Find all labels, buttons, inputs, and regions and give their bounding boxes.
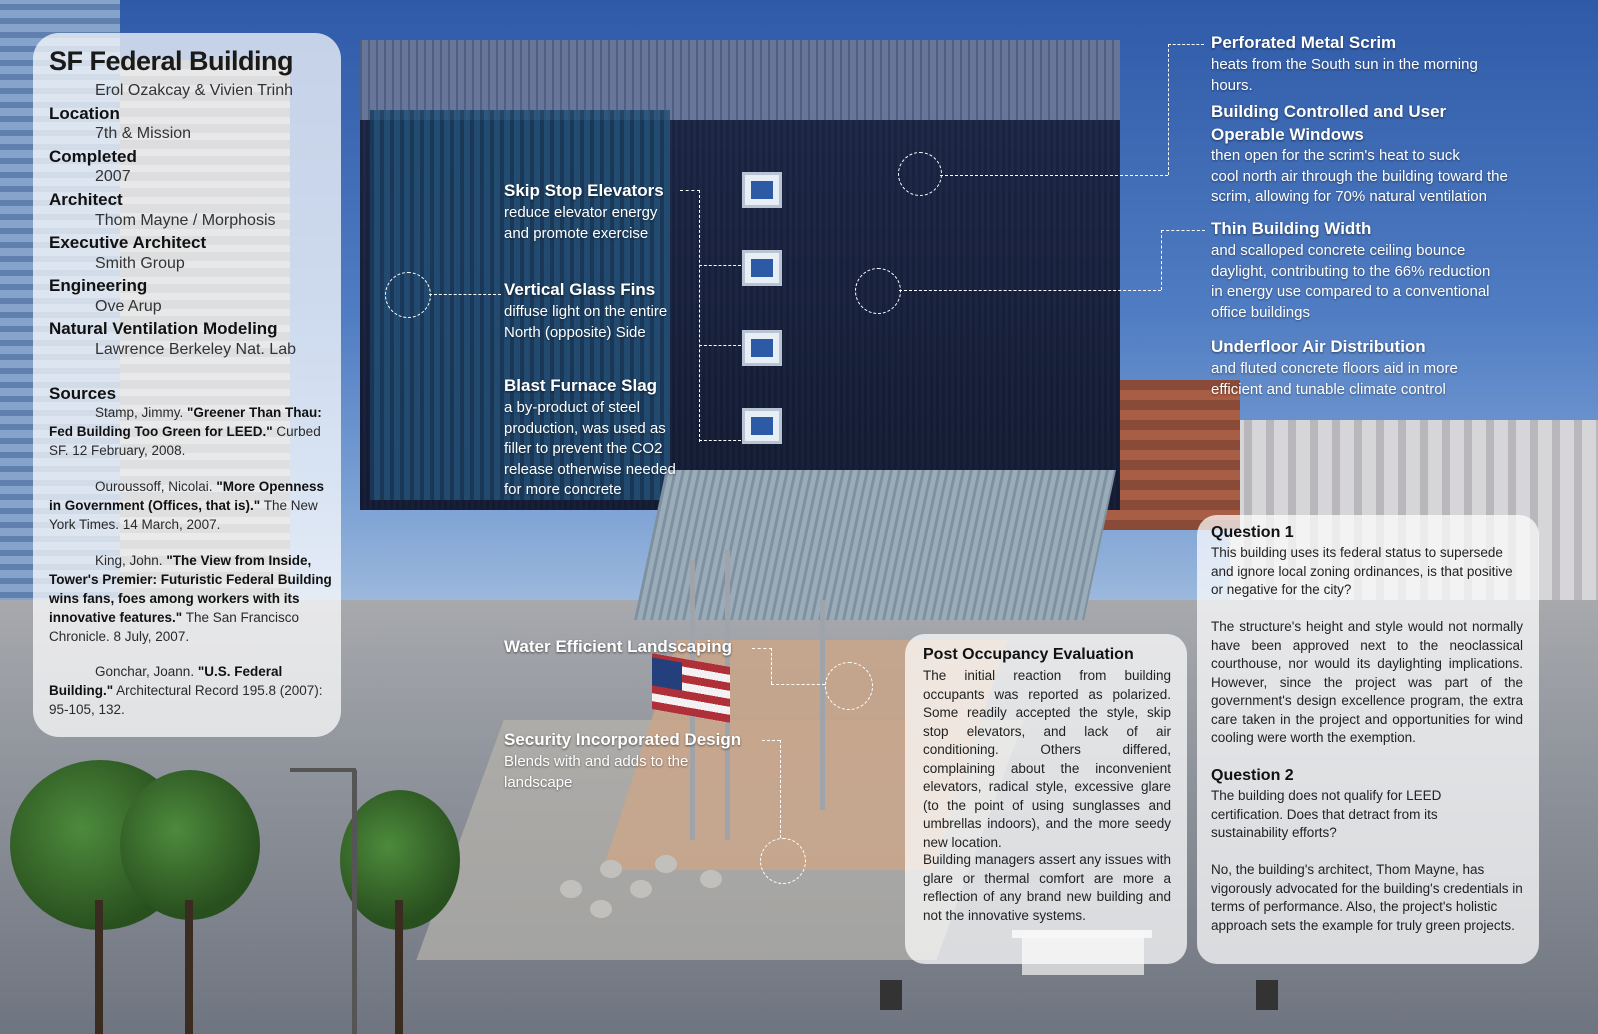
- leader-line: [429, 294, 501, 295]
- fact-value-architect: Thom Mayne / Morphosis: [95, 212, 276, 229]
- callout-line: and promote exercise: [504, 224, 649, 242]
- tree: [120, 770, 260, 920]
- callout-line: a by-product of steel: [504, 399, 640, 416]
- callout-line: North (opposite) Side: [504, 323, 646, 341]
- leader-line: [752, 648, 772, 649]
- callout-line: Blends with and adds to the: [504, 753, 689, 770]
- flag-canton: [652, 657, 682, 690]
- callout-body-security: [504, 752, 688, 793]
- callout-circle: [825, 662, 873, 710]
- source-item: [49, 662, 335, 719]
- callout-body-glass-fins: [504, 302, 667, 343]
- leader-line: [1161, 230, 1205, 231]
- callout-body-width: [1211, 241, 1490, 323]
- bollard: [590, 900, 612, 918]
- callout-title-slag: Blast Furnace Slag: [504, 376, 658, 395]
- callout-line: hours.: [1211, 76, 1253, 94]
- leader-line: [780, 740, 781, 838]
- fact-label-executive-architect: Executive Architect: [49, 233, 207, 252]
- callout-line: office buildings: [1211, 303, 1310, 321]
- source-author: Gonchar, Joann.: [95, 664, 195, 679]
- callout-body-elevators: [504, 203, 657, 244]
- fact-label-architect: Architect: [49, 190, 123, 209]
- callout-line: then open for the scrim's heat to suck: [1211, 147, 1460, 164]
- leader-line: [762, 740, 780, 741]
- source-publication: Curbed SF. 12 February, 2008.: [49, 424, 321, 458]
- source-title: "U.S. Federal Building.": [49, 664, 283, 698]
- source-item: [49, 551, 335, 646]
- bollard: [600, 860, 622, 878]
- leader-line: [771, 648, 772, 684]
- callout-line: diffuse light on the entire: [504, 303, 668, 320]
- leader-line: [699, 440, 741, 441]
- callout-body-underfloor: [1211, 359, 1458, 400]
- source-title: "More Openness in Government (Offices, that is).": [49, 479, 325, 513]
- fact-value-ventilation-modeling: Lawrence Berkeley Nat. Lab: [95, 341, 296, 358]
- poe-title: Post Occupancy Evaluation: [923, 646, 1134, 663]
- question-1-text: This building uses its federal status to supersede and ignore local zoning ordinances, is that positive or negative for the city?: [1211, 545, 1513, 597]
- source-title: "The View from Inside, Tower's Premier: Futuristic Federal Building wins fans, foes among workers with its innovative features.": [49, 553, 332, 625]
- source-item: [49, 477, 335, 534]
- leader-line: [899, 290, 1161, 291]
- leader-line: [1168, 44, 1169, 175]
- fact-label-location: Location: [49, 104, 120, 123]
- callout-line: release otherwise needed: [504, 460, 676, 478]
- callout-title-line: Operable Windows: [1211, 125, 1364, 144]
- callout-line: landscape: [504, 773, 573, 791]
- callout-line: in energy use compared to a conventional: [1211, 283, 1490, 300]
- leader-line: [680, 190, 700, 191]
- fact-label-ventilation-modeling: Natural Ventilation Modeling: [49, 319, 278, 338]
- callout-title-glass-fins: Vertical Glass Fins: [504, 280, 656, 299]
- tree-trunk: [185, 900, 193, 1034]
- bollard: [560, 880, 582, 898]
- callout-title-windows: [1211, 100, 1446, 146]
- street-lamp-arm: [290, 768, 356, 772]
- callout-line: reduce elevator energy: [504, 204, 658, 221]
- callout-line: production, was used as: [504, 419, 666, 437]
- callout-circle: [385, 272, 431, 318]
- leader-line: [940, 175, 1168, 176]
- callout-body-windows: [1211, 146, 1508, 208]
- trash-bin: [880, 980, 902, 1010]
- window-icon: [742, 330, 782, 366]
- callout-line: efficient and tunable climate control: [1211, 380, 1446, 398]
- callout-title-security: Security Incorporated Design: [504, 730, 742, 749]
- fact-value-completed: 2007: [95, 168, 131, 185]
- source-title: "Greener Than Thau: Fed Building Too Green for LEED.": [49, 405, 322, 439]
- sources-heading: Sources: [49, 384, 117, 403]
- question-2-title: Question 2: [1211, 767, 1294, 784]
- callout-line: and scalloped concrete ceiling bounce: [1211, 242, 1466, 259]
- fact-value-engineering: Ove Arup: [95, 298, 162, 315]
- tree-trunk: [395, 900, 403, 1034]
- fact-value-executive-architect: Smith Group: [95, 255, 185, 272]
- source-item: [49, 403, 335, 460]
- callout-title-landscaping: Water Efficient Landscaping: [504, 637, 732, 656]
- question-2-text: The building does not qualify for LEED certification. Does that detract from its sustainability efforts?: [1211, 788, 1442, 840]
- fact-label-engineering: Engineering: [49, 276, 148, 295]
- callout-circle: [760, 838, 806, 884]
- tree-trunk: [95, 900, 103, 1034]
- callout-line: cool north air through the building toward the: [1211, 167, 1508, 185]
- source-author: King, John.: [95, 553, 163, 568]
- window-icon: [742, 408, 782, 444]
- callout-title-width: Thin Building Width: [1211, 219, 1372, 238]
- bollard: [700, 870, 722, 888]
- callout-line: for more concrete: [504, 481, 622, 498]
- fact-value-location: 7th & Mission: [95, 125, 192, 142]
- leader-line: [699, 265, 741, 266]
- callout-title-elevators: Skip Stop Elevators: [504, 181, 664, 200]
- callout-line: and fluted concrete floors aid in more: [1211, 360, 1458, 377]
- street-lamp: [352, 770, 357, 1034]
- callout-line: filler to prevent the CO2: [504, 440, 663, 457]
- brick-building: [1100, 380, 1240, 530]
- callout-title-line: Building Controlled and User: [1211, 102, 1447, 121]
- bollard: [630, 880, 652, 898]
- callout-line: heats from the South sun in the morning: [1211, 56, 1478, 73]
- callout-title-underfloor: Underfloor Air Distribution: [1211, 337, 1426, 356]
- light-pole: [820, 600, 825, 810]
- callout-line: daylight, contributing to the 66% reduction: [1211, 262, 1491, 280]
- callout-circle: [898, 152, 942, 196]
- poe-paragraph-1: The initial reaction from building occupants was reported as polarized. Some readily accepted the style, skip stop elevators, and lack of air conditioning. Others differed, complaining about the inconvenient elevators, radical style, excessive glare (to the point of using sunglasses and umbrellas indoors), and the more seedy new location.: [923, 668, 1171, 850]
- leader-line: [699, 190, 700, 442]
- building-canopy: [634, 470, 1116, 620]
- source-publication: The New York Times. 14 March, 2007.: [49, 498, 318, 532]
- leader-line: [1161, 230, 1162, 290]
- source-publication: Architectural Record 195.8 (2007): 95-105, 132.: [49, 683, 323, 717]
- authors: Erol Ozakcay & Vivien Trinh: [95, 82, 294, 99]
- trash-bin: [1256, 980, 1278, 1010]
- callout-title-scrim: Perforated Metal Scrim: [1211, 33, 1397, 52]
- source-author: Ouroussoff, Nicolai.: [95, 479, 213, 494]
- window-icon: [742, 250, 782, 286]
- question-1-answer: The structure's height and style would not normally have been approved next to the neoclassical courthouse, nor would its daylighting implications. However, since the project was part of the government's design excellence program, the extra care taken in the project and opportunities for wind cooling were worth the exemption.: [1211, 619, 1523, 745]
- leader-line: [1168, 44, 1204, 45]
- source-publication: The San Francisco Chronicle. 8 July, 2007.: [49, 610, 300, 644]
- leader-line: [699, 345, 741, 346]
- leader-line: [771, 684, 825, 685]
- bollard: [655, 855, 677, 873]
- poe-paragraph-2: Building managers assert any issues with glare or thermal comfort are more a reflection of any brand new building and not the innovative systems.: [923, 852, 1171, 923]
- callout-body-slag: [504, 398, 676, 501]
- callout-body-scrim: [1211, 55, 1478, 96]
- fact-label-completed: Completed: [49, 147, 137, 166]
- callout-line: scrim, allowing for 70% natural ventilation: [1211, 188, 1487, 205]
- page-title: SF Federal Building: [49, 46, 294, 76]
- window-icon: [742, 172, 782, 208]
- source-author: Stamp, Jimmy.: [95, 405, 184, 420]
- question-2-answer: No, the building's architect, Thom Mayne, has vigorously advocated for the building's credentials in terms of performance. Also, the project's holistic approach sets the example for truly green projects.: [1211, 862, 1523, 933]
- callout-circle: [855, 268, 901, 314]
- question-1-title: Question 1: [1211, 524, 1294, 541]
- building-scrim-top: [360, 40, 1120, 120]
